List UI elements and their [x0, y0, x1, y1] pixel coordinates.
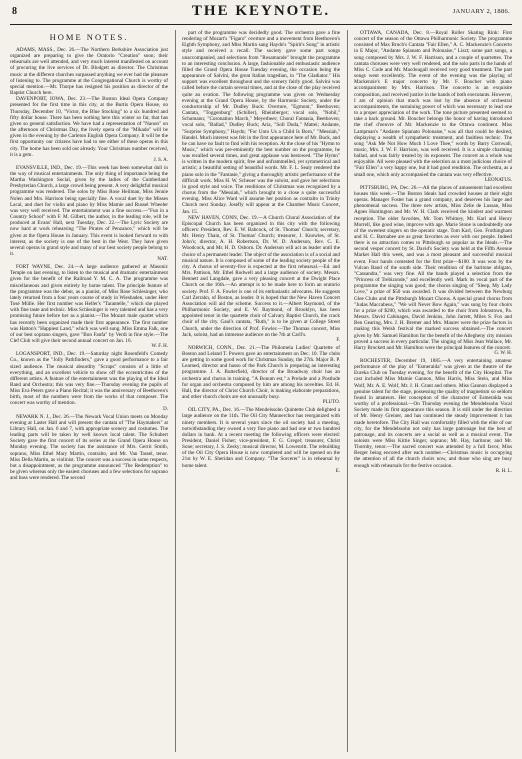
item-signature: R. H. L.: [495, 468, 512, 474]
item-signature: PLUTO.: [322, 400, 340, 406]
news-item: FORT WAYNE, Dec. 24.—A large audience gathered at Masonic Temple on last evening, to listen to the musical and dramatic entertainment given for the benefit of the Railroad Y. M. C. A. The programme was miscellaneous and given entirely by home talent. The principle feature of the programme was the debut, as a pianist, of Miss Rose Schlesinger, who lately returned from a four years course of study in Wiesbaden, under Herr Tosé Mülle. Her first number was Heller's "Tarantelle," which she played with fine taste and technic. Miss Schlesinger is very talented and has a very promising future before her as a pianist.—The Mozart male quartet which has recently been organized made their first appearance. The first number was Hatton's "Happiest Land," which was well sung. Miss Emma Falk, one of our best soprano singers, gave "Bon Fanfa" by Verdi in fine style.—The Clef Club will give their second annual concert on Jan. 16.: [10, 264, 168, 345]
item-signature: E.: [335, 468, 340, 474]
news-item: NEWARK N. J., Dec. 26.—The Newark Vocal Union meets on Monday evening at Laster Hall and will present the cantata of "The Haymakers" at Library Hall, on Jan. 6 and 7, with appropriate scenery and costumes. The leading parts will be taken by well known local talent. The Schubert Society gave the first concert of its series at the Grand Opera House on Monday evening. The society has the assistance of Mrs. Gerrit Smith, soprano, Miss Ethel Mary Martin, contralto, and Mr. Van Tassel, tenor. Miss Della Martin, as violinist. The concert was a success in some respects, but a disappointment, as the programme announced "The Redemption" to be given whereas only the easiest choruses and a few selections for soprano and bass were rendered. The second: [10, 413, 168, 482]
item-signature: D.: [163, 406, 168, 412]
news-item: ROCHESTER, December 19, 1885.—A very entertaining amateur performance of the play of "Esmeralda" was given at the theatre of the Eureka Club on Tuesday evening, for the benefit of the City Hospital. The cast included Miss Mamie Gannon, Miss Harris, Miss Stein, and Miss Wolf, Mr. A. E. Wolf, Mr. J. H. Grant and others. Miss Gannon displayed a genuine talent for the stage, possessing the quality of magnetism so seldom found in amateurs. Her conception of the character of Esmeralda was worthy of a professional.—On Thursday evening the Mendelssohn Vocal Society made its first appearance this season. It is still under the direction of Mr. Henry Greiner, and has continued the steady improvement it has made heretofore. The City Hall was comfortably filled with the elite of our city, for the Mendelssohn not only has large patronage but the best of patronage, and its concerts are a social as well as a musical event. The soloists were Miss Kittie Singer, soprano; Mr. Hay, baritone; and Mr. Thornby, tenor.—The sacred concert was attended by a full favor, Miss Berger being encored after each number.—Christmas music is occupying the attention of all the church choirs now, and those who sing are busy enough with rehearsals for the festive occasion.: [354, 357, 512, 469]
item-signature: LEONATUS.: [484, 177, 512, 183]
news-item: DAVENPORT, IOWA, Dec. 23.—The Boston Ideal Opera Company presented for the first time in this city, at the Burtis Opera House, on Thursday, December 10, "Victor, the Blue Stocking" to a six hundred and fifty dollar house. There has been nothing here this winter so far, that has given so general satisfaction. We have had a representation of "Nanon" on the afternoon of Christmas Day, the lively opera of the "Mikado" will be given in the evening by the Carleton English Opera Company. It will be the first opportunity our citizens have had to see either of these operas in this city. The home has been sold out already. Your Christmas number received, it is a gem.: [10, 96, 168, 158]
news-item: OTTAWA, CANADA, Dec. 8.—Royal Roller Skating Rink: First concert of the season of the Ottawa Philharmonic Society. The programme consisted of Max Bruch's Cantata "Fair Ellen," A. C. Mackenzie's Concerto in E Major, "Andante Spianato and Polonaise," Liszt; some part songs, a song composed by Mrs. J. W. F. Harrison, and a couple of quartettes. The cantata choruses were very well rendered, and the solo parts in the hands of Miss C. Code and Mr. Macdougall received very good treatment. The part songs went excellently. The event of the evening was the playing of Mackenzie's E major concerto by Mr. F. Boucher with piano accompaniment by Mrs. Harrison. The concerto is an exquisite composition, and received justice in the hands of both executants. However, I am of opinion that much was lost by the absence of orchestral accompaniments, the sustaining power of which was necessary to lead one to a proper appreciation of the work. The tone picture presented seemed to take a back ground. Mr. Boucher belongs the honor of having introduced the chef d'oeuvre of Mr. Mackenzie to the Ottawa continent. Miss Lampman's "Andante Spianato Polonaise," was all that could be desired, displaying a wealth of sympathetic treatment, and faultless technic. The song "Ask Me Not How Much I Love Thee," words by Barry Cornwall, music, Mrs. J. W. F. Harrison, was well received. It is a simple charming ballad, and was fairly treated by its exponent. The concert as a whole was enjoyable. All were pleased with the selection as a most judicious choice of "Fair Ellen" a very happy one, but it had good rendition. The orchestra, as a small one, which only accompanied the cantata was very effective.: [354, 30, 512, 178]
item-signature: F.: [336, 337, 340, 343]
item-signature: G. W. H.: [494, 350, 512, 356]
news-item: NORWICH, CONN., Dec. 21.—The Philomela Ladies' Quartette of Boston and Leland T. Powers gave an entertainment on Dec. 10. The clubs are getting in some good work for Christmas Sunday, the 27th. Major B. P. Learned, director and basso of the Park Church is preparing an interesting programme. J. A. Butterfield, director of the Broadway choir has an orchestra and chorus in training. "A Bonum est," a Prelude and a Postlude for organ and orchestra composed by him are among his novelties. Ed. H. Hall, the director of Christ Church Choir, is making elaborate preparations, and other church choirs are not unusually busy.: [182, 344, 340, 401]
news-item: NEW HAVEN, CONN, Dec. 19.—A Church Choral Association of the Episcopal Church has been organized in this city with the following officers: President, Rev. E. W. Babcock, of St. Thomas' Church; secretary, Mr. Henry Thain, of St. Thomas' Church; treasurer, J. Knowles, of St. John's; director, A. H. Robertson, Dr. W. D. Anderson, Rev. C. E. Woodcock, and Mr. H. D. Osborn. Dr. Anderson will act as leader until the choice of a permanent leader. The object of the association is of a social and musical nature. It is composed of some of the leading society people of the city. A chorus of seventy-five is expected at the first rehearsal.—Ed. and Mrs. Pattison, Mr. Ethel Rodwell and a large audience of society. Messrs. Bennett and Langdale, gave a very pleasing concert at the Dwight Place Church on the 16th.—An attempt is to be made here to form an oratorio society. Prof. F. A. Fowler is one of its enthusiastic advocates. He suggests Carl Zerrahn, of Boston, as leader. It is hoped that the New Haven Concert Association will aid the scheme. Success to it.—Albert Raymond, of the Philharmonic Society, and E. W. Raymond, of Brooklyn, has been appointed tenor in the quartette choir of Calvary Baptist Church, the crack choir of the city. Gaul's cantata, "Ruth," is to be given at College Street Church, under the direction of Prof. Fowler.—The Thomas concert, Miss Jack, soloist, had an immense audience on the 7th at Carll's.: [182, 214, 340, 338]
page-header: [10, 0, 512, 25]
column-2: [175, 30, 340, 752]
column-3: [347, 30, 512, 752]
column-1: [10, 30, 168, 752]
news-item: OIL CITY, PA., Dec. 16.—The Mendelssohn Quintette Club delighted a large audience on the 11th. The Oil City Mannerchor has reorganized with ninety members. It is several years since the oil society had a meeting, notwithstanding they owned a very fine piano and had one or two hundred dollars in bank. At a recent meeting the following officers were elected: President, Daniel Fisher; vice-president, F. G. Gregel; treasurer, Christ Sone; secretary, J. S. Zesky; musical director, M. Lowenritt. The rebuilding of the Oil City Opera House is now completed and will be opened on the 21st by W. E. Sheridan and Company. "The Sorcerer" is in rehearsal by home talent.: [182, 407, 340, 469]
page-number: 8: [12, 6, 17, 17]
news-item: part of the programme was decidedly good. The orchestra gave a fine rendering of Mozart's "Figaro" overture and a movement from Beethoven's Eighth Symphony, and Miss Martin sang Haydn's "Spirit's Song" in artistic style and received a recall. The society gave some part songs unaccompanied, and selections from "Rosamunde" brought the programme to an interesting conclusion. A large, fashionable and enthusiastic audience filled the Grand Opera House Tuesday evening, the occasion being the appearance of Salvini, the great Italian tragedian, in "The Gladiator." His support was excellent throughout and the scenery fairly good. Salvini was called before the curtain several times, and at the close of the play received quite an ovation. The following programme was given on Wednesday evening at the Grand Opera House, by the Harmonic Society, under the conductorship of Mr. Dudley Buck: Overture, "Egmont," Beethoven; Cantata, "Toggenburg" (Schiller), Rheinberger; vocal solo, "Nobil," Schumann; "Coronation March," Meyerbeer; Choral Fantasia, Beethoven; vocal solo, "Ballad," Dudley Buck; Aria, "Soll Duda," Mattei; Andante, "Surprise Symphony," Haydn; "For Unto Us a Child Is Born," "Messiah," Handel. Much interest was felt in the first appearance here of Mr. Buck, and he can have no fault to find with his reception. At the close of his "Hymn to Music," which was pre-eminently the best number on the programme, he was recalled several times, and great applause was bestowed. "The Hymn" is written in the modern spirit, free and unframmelled, yet symmetrical and artistic; a beautiful setting of beautiful words. Mr. F. L. Sealy rendered the piano solo in the "Fantasie," giving a thoroughly artistic performance of the difficult work. Miss H. W. Scheuer was the soloist, and gave her selections in good style and voice. The renditions of Christmas was recognized by a chorus from the "Messiah," which brought to a close a quite successful evening. Miss Alice Ward will assume her position as contralto in Trinity Church next Sunday. Josefly will appear at the Chamber Music Concert, Jan. 15.: [182, 30, 340, 215]
news-item: LOGANSPORT, IND., Dec. 19.—Saturday night Rosenfeld's Comedy Co., known as the "Jolly Pathfinders," gave a good performance to a fair sized audience. The musical absurdity "Scraps" consists of a little of everything, and an excellent vehicle to show off the eccentricities of the different artists. A feature of the entertainment was the playing of the Ideal Band and Orchestra; this was very fine.—Thursday evening the pupils of Miss Eva Peters gave a Piano Recital; it was the anniversary of Beethoven's birth, most of the numbers were from the works of that composer. The concert was worthy of mention.: [10, 351, 168, 407]
article-columns: [10, 30, 512, 752]
masthead-title: THE KEYNOTE.: [191, 3, 331, 19]
item-signature: W. F. H.: [151, 344, 168, 350]
news-item: EVANSVILLE, IND., Dec. 19.—This week has been somewhat dull in the way of musical entertainments. The only thing of importance being the Martha Washington Social, given by the ladies of the Cumberland Presbyterian Church, a large crowd being present. A very delightful musical programme was rendered. The solos by Miss Rose Heilman, Miss Jennie Nolen and Mrs. Harrison being specially fine. A vocal duet by the Misses Lacal, and duet for violin and piano by Miss Mamie and Russel Wheeler was very well received. The entertainment was a fine success.—"Fun in a Country School" with F. M. Gilbert, the author, in the leading role, will be produced at Evans' Hall, next Tuesday, Dec. 22.—The Lyric Society are now hard at work rehearsing "The Pirates of Penzance," which will be given at the Opera House in January. This event is looked forward to with interest, as the society is one of the best in the West. They have given several operas in grand style and many of our best society people belong to it.: [10, 164, 168, 257]
section-heading: HOME NOTES.: [49, 32, 129, 42]
issue-date: JANUARY 2, 1886.: [452, 8, 510, 15]
news-item: ADAMS, MASS., Dec. 26.—The Northern Berkshire Association just organized are preparing to give the Oratorio "Creation" soon; their rehearsals are well attended, and very much interest manifested on account of procuring the live services of Dr. Blodgett as director. The Christmas music at the different churches surpassed anything we ever had the pleasure of listening to. The programme at the Congregational Church is worthy of special mention.—Mr. Thorpe has resigned his position as director of the Baptist Church here.: [10, 47, 168, 97]
news-item: PITTSBURG, PA, Dec. 26.—All the places of amusement had excellent houses this week.—The Boston Ideals had crowded houses at their eight operas. Manager Foster has a grand company, and deserves his large and phenomenal success. The three new artists, Miss Zelie de Lussan, Miss Agnes Huntington and Mr. W. H. Clark received the kindest and warmest reception. The older favorites, Mr. Tom Whitney, Mr. Karl and Henry Morrell, like good wine, improve with age. Marie Stone is undoubtedly one of the sweetest singers on the operatic stage. Tom Karl, Geo. Frothingham and H. C. Barnabee are as great favorites as ever with our people. Indeed there is no attraction comes to Pittsburgh so popular as the Ideals.—The second vesper concert by St. David's Society was held at the Fifth Avenue Market Hall this week, and was a most pleasant and successful musical event. Four bands contested for the first prize—$100. It was won by the Vulcan Band of the south side. Their rendition of the baritone obligato, "Cassandra," was very fine. All the bands played a selection from the "Princess of Trebizonde," and excellently well. Mark its vocal part of the programme the singing was good; the chorus singing of "Sleep, My Lady Love," a prize of $50 was awarded. It was divided between the Newburg Glee Clubs and the Pittsburgh Mozart Chorus. A special grand chorus from "Judas Maccabeus," "We will Never Bow Again," was sung by four choirs for a prize of $200, which was awarded to the choir from Johnstown, Pa. Messrs. David Cabinages, David Jenkins, John Jarrett, Miles S. Fox and Ben Gearing, Mrs. J. H. Bremer and Mrs. Maurer were the prize factors in making this Welsh festival the marked success obtained.—The concert given by Mr. Samuel Hamilton for the benefit of the Allegheny city mission proved a success in every particular. The singing of Miss Jean Wallace, Mr. Harry Brockett and Mr. Hamilton were the principal features of the concert.: [354, 184, 512, 351]
item-signature: J. S. A.: [153, 157, 168, 163]
item-signature: NAT.: [157, 257, 168, 263]
